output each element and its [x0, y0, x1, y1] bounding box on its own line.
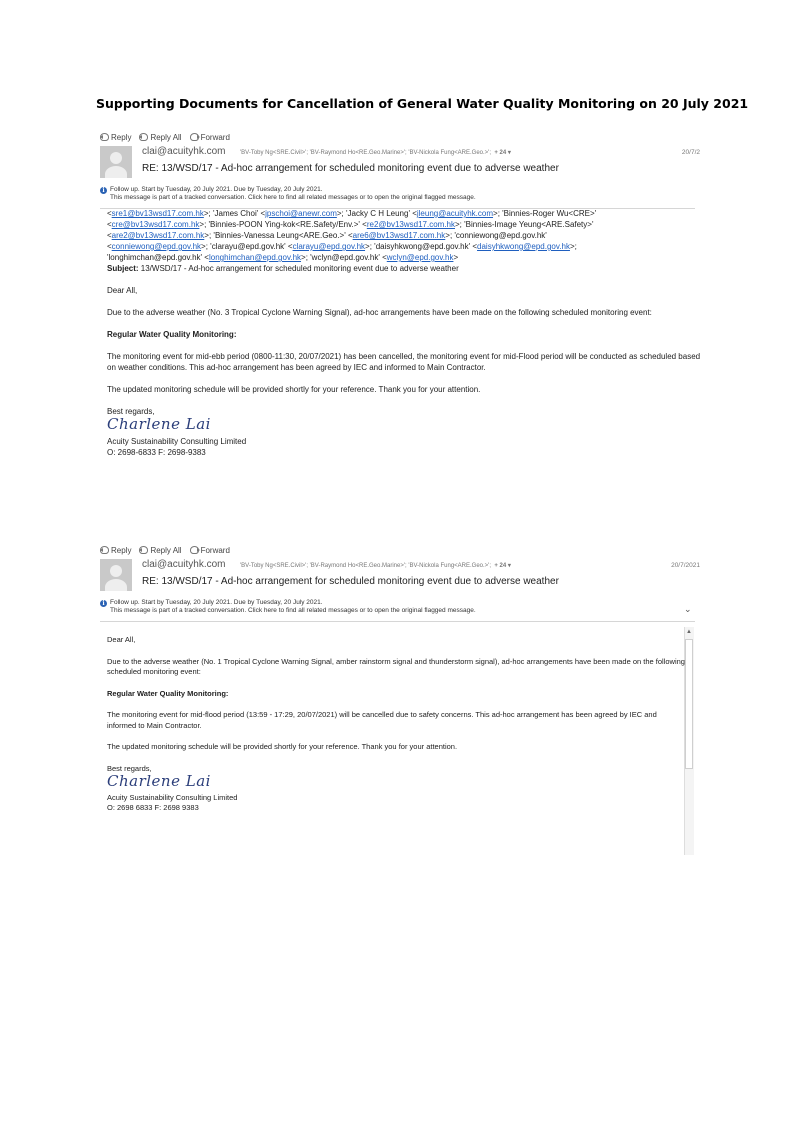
forward-arrow-icon [190, 133, 199, 141]
follow-up-text: Follow up. Start by Tuesday, 20 July 2021. Due by Tuesday, 20 July 2021. [110, 599, 323, 606]
body-paragraph: The updated monitoring schedule will be provided shortly for your reference. Thank you for your attention. [107, 742, 458, 751]
forward-arrow-icon [190, 546, 199, 554]
phone-fax: O: 2698-6833 F: 2698-9383 [107, 448, 206, 457]
email-link[interactable]: sre1@bv13wsd17.com.hk [111, 209, 204, 218]
email-link[interactable]: are6@bv13wsd17.com.hk [352, 231, 446, 240]
email-link[interactable]: are2@bv13wsd17.com.hk [111, 231, 205, 240]
sent-date: 20/7/2021 [671, 562, 700, 569]
divider [100, 621, 695, 622]
closing: Best regards, [107, 407, 155, 416]
recipient-line: <conniewong@epd.gov.hk>; 'clarayu@epd.gov.hk' <clarayu@epd.gov.hk>; 'daisyhkwong@epd.gov.hk' <daisyhkwong@epd.gov.hk>; [107, 242, 577, 251]
follow-up-banner[interactable] [100, 599, 700, 615]
email-link[interactable]: longhimchan@epd.gov.hk [208, 253, 302, 262]
email-link[interactable]: jleung@acuityhk.com [416, 209, 494, 218]
recipient-line: <are2@bv13wsd17.com.hk>; 'Binnies-Vanessa Leung<ARE.Geo.>' <are6@bv13wsd17.com.hk>; 'conniewong@epd.gov.hk' [107, 231, 547, 240]
tracked-conversation-note[interactable]: This message is part of a tracked conversation. Click here to find all related messages or to open the original flagged message. [110, 607, 476, 614]
email-link[interactable]: cre@bv13wsd17.com.hk [111, 220, 200, 229]
recipient-line: 'longhimchan@epd.gov.hk' <longhimchan@epd.gov.hk>; 'wclyn@epd.gov.hk' <wclyn@epd.gov.hk> [107, 253, 459, 262]
recipient-count[interactable]: + 24 ▾ [494, 150, 511, 156]
email-body-2 [107, 635, 687, 814]
message-toolbar [100, 130, 700, 144]
reply-arrow-icon [100, 546, 109, 554]
message-header [100, 144, 700, 186]
reply-all-arrow-icon [139, 133, 148, 141]
greeting: Dear All, [107, 286, 138, 295]
recipients-list[interactable]: 'BV-Toby Ng<SRE.Civil>'; 'BV-Raymond Ho<RE.Geo.Marine>'; 'BV-Nickola Fung<ARE.Geo.>'; + 24 ▾ [240, 563, 511, 569]
signature: Charlene Lai [107, 415, 211, 433]
section-heading: Regular Water Quality Monitoring: [107, 330, 237, 339]
sender-address[interactable]: clai@acuityhk.com [142, 146, 226, 157]
section-heading: Regular Water Quality Monitoring: [107, 688, 229, 698]
quoted-subject-line: Subject: 13/WSD/17 - Ad-hoc arrangement for scheduled monitoring event due to adverse weather [107, 264, 459, 273]
avatar [100, 146, 132, 178]
recipients-block [107, 208, 707, 274]
phone-fax: O: 2698 6833 F: 2698 9383 [107, 803, 199, 812]
signature: Charlene Lai [107, 772, 211, 790]
sent-date: 20/7/2 [681, 149, 700, 156]
email-link[interactable]: wclyn@epd.gov.hk [386, 253, 454, 262]
message-subject: RE: 13/WSD/17 - Ad-hoc arrangement for scheduled monitoring event due to adverse weather [142, 576, 559, 587]
body-paragraph: The monitoring event for mid-flood period (13:59 - 17:29, 20/07/2021) will be cancelled due to safety concerns. This ad-hoc arrangement has been agreed by IEC and informed to Main Contractor. [107, 710, 657, 730]
body-paragraph: Due to the adverse weather (No. 1 Tropical Cyclone Warning Signal, amber rainstorm signal and thunderstorm signal), ad-hoc arrangements have been made on the following scheduled monitoring event: [107, 656, 685, 676]
email-link[interactable]: conniewong@epd.gov.hk [111, 242, 202, 251]
recipient-count[interactable]: + 24 ▾ [494, 563, 511, 569]
reply-all-button[interactable]: Reply All [139, 546, 181, 555]
body-paragraph: The updated monitoring schedule will be provided shortly for your reference. Thank you for your attention. [107, 385, 481, 394]
email-message-1 [100, 130, 700, 209]
email-link[interactable]: re2@bv13wsd17.com.hk [366, 220, 455, 229]
company-name: Acuity Sustainability Consulting Limited [107, 437, 247, 446]
forward-button[interactable]: Forward [190, 546, 230, 555]
email-body-1 [107, 208, 707, 458]
recipient-line: <cre@bv13wsd17.com.hk>; 'Binnies-POON Ying-kok<RE.Safety/Env.>' <re2@bv13wsd17.com.hk>; 'Binnies-Image Yeung<ARE.Safety>' [107, 220, 594, 229]
follow-up-banner[interactable] [100, 186, 700, 202]
scroll-up-arrow-icon[interactable]: ▲ [686, 629, 692, 635]
sender-address[interactable]: clai@acuityhk.com [142, 559, 226, 570]
reply-arrow-icon [100, 133, 109, 141]
info-icon: i [100, 600, 107, 607]
reply-all-button[interactable]: Reply All [139, 133, 181, 142]
email-link[interactable]: daisyhkwong@epd.gov.hk [477, 242, 570, 251]
page-title: Supporting Documents for Cancellation of General Water Quality Monitoring on 20 July 2021 [96, 96, 749, 111]
reply-button[interactable]: Reply [100, 546, 131, 555]
avatar [100, 559, 132, 591]
tracked-conversation-note[interactable]: This message is part of a tracked conversation. Click here to find all related messages or to open the original flagged message. [110, 194, 476, 201]
follow-up-text: Follow up. Start by Tuesday, 20 July 2021. Due by Tuesday, 20 July 2021. [110, 186, 323, 193]
company-name: Acuity Sustainability Consulting Limited [107, 792, 238, 802]
greeting: Dear All, [107, 635, 136, 644]
message-toolbar [100, 543, 700, 557]
closing: Best regards, [107, 763, 152, 773]
email-link[interactable]: jpschoi@anewr.com [265, 209, 337, 218]
reply-all-arrow-icon [139, 546, 148, 554]
chevron-down-icon[interactable]: ⌄ [684, 604, 692, 614]
recipients-list[interactable]: 'BV-Toby Ng<SRE.Civil>'; 'BV-Raymond Ho<RE.Geo.Marine>'; 'BV-Nickola Fung<ARE.Geo.>'; + 24 ▾ [240, 150, 511, 156]
reply-button[interactable]: Reply [100, 133, 131, 142]
message-subject: RE: 13/WSD/17 - Ad-hoc arrangement for scheduled monitoring event due to adverse weather [142, 163, 559, 174]
forward-button[interactable]: Forward [190, 133, 230, 142]
info-icon: i [100, 187, 107, 194]
body-paragraph: Due to the adverse weather (No. 3 Tropical Cyclone Warning Signal), ad-hoc arrangements have been made on the following scheduled monitoring event: [107, 308, 652, 317]
body-paragraph: The monitoring event for mid-ebb period (0800-11:30, 20/07/2021) has been cancelled, the monitoring event for mid-Flood period will be conducted as scheduled based on weather conditions. This ad-hoc arrangement has been agreed by IEC and informed to Main Contractor. [107, 352, 701, 372]
recipient-line: <sre1@bv13wsd17.com.hk>; 'James Choi' <jpschoi@anewr.com>; 'Jacky C H Leung' <jleung@acuityhk.com>; 'Binnies-Roger Wu<CRE>' [107, 209, 597, 218]
email-message-2 [100, 543, 700, 622]
email-link[interactable]: clarayu@epd.gov.hk [292, 242, 366, 251]
message-header [100, 557, 700, 599]
